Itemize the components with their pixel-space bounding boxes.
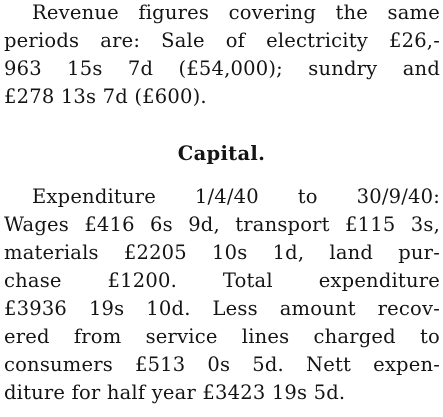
text-line: periods are: Sale of electricity £26,- <box>4 29 440 52</box>
text-line: Wages £416 6s 9d, transport £115 3s, <box>4 213 440 236</box>
section-heading: Capital. <box>177 142 266 165</box>
text-line: 963 15s 7d (£54,000); sundry and <box>4 57 440 80</box>
text-line: £3936 19s 10d. Less amount recov- <box>4 297 440 320</box>
text-line: diture for half year £3423 19s 5d. <box>4 381 346 404</box>
text-line: Expenditure 1/4/40 to 30/9/40: <box>32 185 440 208</box>
text-line: consumers £513 0s 5d. Nett expen- <box>4 353 440 376</box>
text-line: £278 13s 7d (£600). <box>4 85 207 108</box>
text-line: ered from service lines charged to <box>4 325 440 348</box>
text-line: materials £2205 10s 1d, land pur- <box>4 241 440 264</box>
text-line: Revenue figures covering the same <box>32 1 440 24</box>
text-line: chase £1200. Total expenditure <box>4 269 440 292</box>
